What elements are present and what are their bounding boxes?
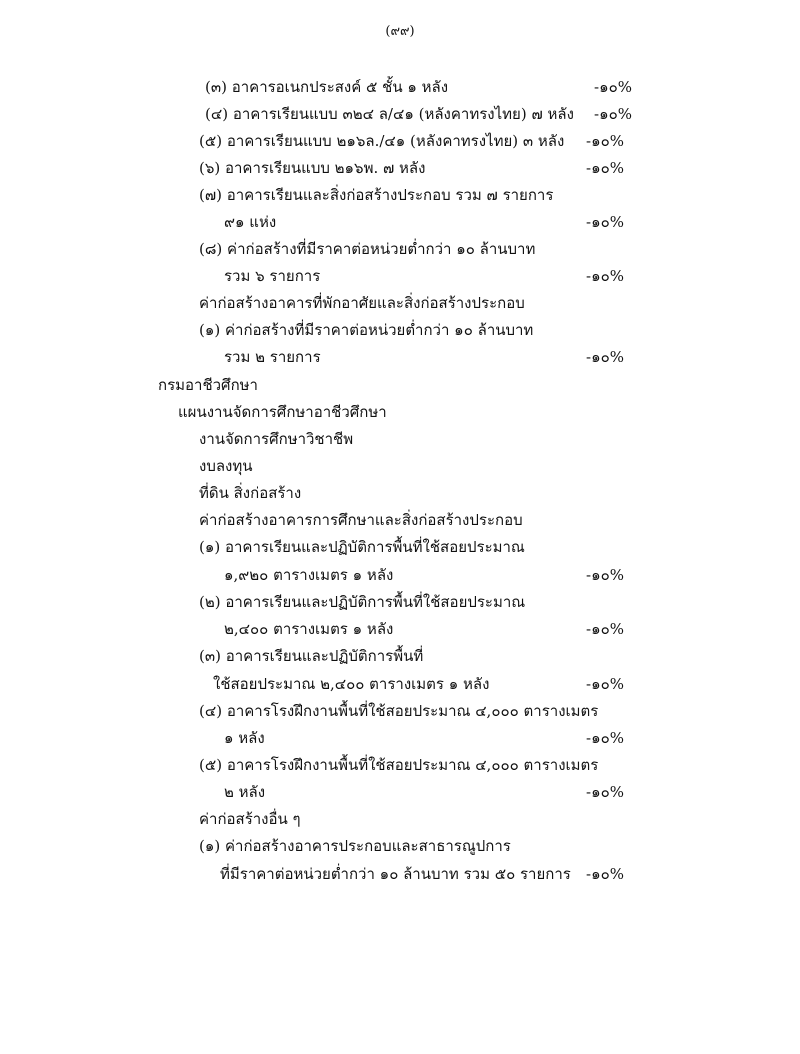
line-amount: -๑๐% <box>594 105 632 123</box>
line-text: ค่าก่อสร้างอื่น ๆ <box>199 810 301 828</box>
line-text: งานจัดการศึกษาวิชาชีพ <box>199 430 354 448</box>
document-line <box>0 157 800 179</box>
line-text: แผนงานจัดการศึกษาอาชีวศึกษา <box>178 403 387 421</box>
document-line <box>0 564 800 586</box>
document-line <box>0 184 800 206</box>
document-line <box>0 211 800 233</box>
document-line <box>0 401 800 423</box>
line-text: (๑) ค่าก่อสร้างอาคารประกอบและสาธารณูปการ <box>199 837 511 855</box>
line-amount: -๑๐% <box>586 620 624 638</box>
line-text: (๒) อาคารเรียนและปฏิบัติการพื้นที่ใช้สอยประมาณ <box>199 593 526 611</box>
line-amount: -๑๐% <box>586 783 624 801</box>
line-text: งบลงทุน <box>199 457 253 475</box>
line-text: กรมอาชีวศึกษา <box>158 376 258 394</box>
document-line <box>0 536 800 558</box>
line-text: ที่ดิน สิ่งก่อสร้าง <box>199 484 302 502</box>
line-text: ๑ หลัง <box>224 729 265 747</box>
line-amount: -๑๐% <box>594 78 632 96</box>
line-amount: -๑๐% <box>586 729 624 747</box>
document-line <box>0 781 800 803</box>
document-line <box>0 482 800 504</box>
document-line <box>0 76 800 98</box>
line-text: ๒ หลัง <box>224 783 266 801</box>
document-line <box>0 103 800 125</box>
line-text: (๕) อาคารเรียนแบบ ๒๑๖ล./๔๑ (หลังคาทรงไทย) ๓ หลัง <box>199 132 565 150</box>
document-line <box>0 428 800 450</box>
document-line <box>0 238 800 260</box>
document-line <box>0 863 800 885</box>
document-line <box>0 455 800 477</box>
line-text: (๑) อาคารเรียนและปฏิบัติการพื้นที่ใช้สอยประมาณ <box>199 538 525 556</box>
document-line <box>0 700 800 722</box>
line-text: ที่มีราคาต่อหน่วยต่ำกว่า ๑๐ ล้านบาท รวม ๕๐ รายการ <box>220 865 571 883</box>
line-text: ค่าก่อสร้างอาคารการศึกษาและสิ่งก่อสร้างประกอบ <box>199 511 523 529</box>
document-line <box>0 319 800 341</box>
document-line <box>0 374 800 396</box>
line-text: (๖) อาคารเรียนแบบ ๒๑๖พ. ๗ หลัง <box>199 159 426 177</box>
document-line <box>0 130 800 152</box>
line-text: ๙๑ แห่ง <box>224 213 277 231</box>
document-line <box>0 509 800 531</box>
line-amount: -๑๐% <box>586 159 624 177</box>
document-line <box>0 346 800 368</box>
line-text: (๔) อาคารโรงฝึกงานพื้นที่ใช้สอยประมาณ ๔,๐๐๐ ตารางเมตร <box>199 702 599 720</box>
document-line <box>0 727 800 749</box>
line-amount: -๑๐% <box>586 675 624 693</box>
document-line <box>0 591 800 613</box>
line-text: (๘) ค่าก่อสร้างที่มีราคาต่อหน่วยต่ำกว่า ๑๐ ล้านบาท <box>199 240 536 258</box>
line-amount: -๑๐% <box>586 348 624 366</box>
line-text: (๕) อาคารโรงฝึกงานพื้นที่ใช้สอยประมาณ ๔,๐๐๐ ตารางเมตร <box>199 756 599 774</box>
line-text: ๑,๙๒๐ ตารางเมตร ๑ หลัง <box>224 566 394 584</box>
document-line <box>0 835 800 857</box>
line-text: (๗) อาคารเรียนและสิ่งก่อสร้างประกอบ รวม ๗ รายการ <box>199 186 554 204</box>
document-line <box>0 265 800 287</box>
line-amount: -๑๐% <box>586 213 624 231</box>
page-number: (๙๙) <box>385 24 415 39</box>
line-text: (๓) อาคารเรียนและปฏิบัติการพื้นที่ <box>199 647 424 665</box>
document-line <box>0 754 800 776</box>
line-text: (๔) อาคารเรียนแบบ ๓๒๔ ล/๔๑ (หลังคาทรงไทย) ๗ หลัง <box>205 105 574 123</box>
line-text: ใช้สอยประมาณ ๒,๔๐๐ ตารางเมตร ๑ หลัง <box>213 675 490 693</box>
line-amount: -๑๐% <box>586 132 624 150</box>
document-line <box>0 645 800 667</box>
line-amount: -๑๐% <box>586 566 624 584</box>
line-text: (๓) อาคารอเนกประสงค์ ๕ ชั้น ๑ หลัง <box>205 78 449 96</box>
document-line <box>0 292 800 314</box>
line-text: ๒,๔๐๐ ตารางเมตร ๑ หลัง <box>224 620 394 638</box>
document-line <box>0 618 800 640</box>
document-line <box>0 673 800 695</box>
line-text: รวม ๖ รายการ <box>224 267 321 285</box>
line-text: รวม ๒ รายการ <box>224 348 321 366</box>
line-text: ค่าก่อสร้างอาคารที่พักอาศัยและสิ่งก่อสร้างประกอบ <box>199 294 525 312</box>
line-amount: -๑๐% <box>586 865 624 883</box>
line-text: (๑) ค่าก่อสร้างที่มีราคาต่อหน่วยต่ำกว่า ๑๐ ล้านบาท <box>199 321 534 339</box>
document-line <box>0 808 800 830</box>
line-amount: -๑๐% <box>586 267 624 285</box>
